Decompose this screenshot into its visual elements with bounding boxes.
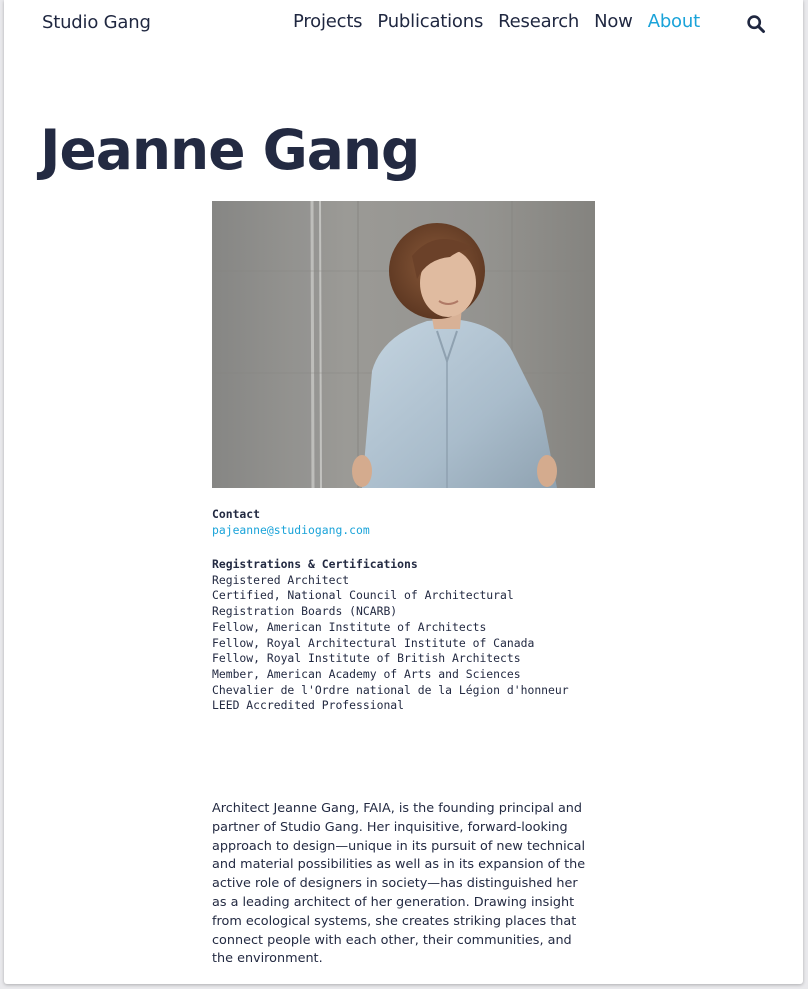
nav-item-research[interactable]: Research — [498, 11, 580, 32]
contact-section — [212, 507, 632, 538]
nav-item-projects[interactable]: Projects — [293, 11, 363, 32]
contact-label: Contact — [212, 507, 261, 521]
certification-item: Registration Boards (NCARB) — [212, 604, 398, 619]
certifications-label: Registrations & Certifications — [212, 557, 418, 571]
certification-item: Certified, National Council of Architectural — [212, 588, 514, 603]
search-icon[interactable] — [746, 14, 766, 34]
certification-item: Registered Architect — [212, 572, 350, 587]
certification-item: Chevalier de l'Ordre national de la Légion d'honneur — [212, 682, 569, 697]
certification-item: Member, American Academy of Arts and Sciences — [212, 666, 521, 681]
contact-email-link[interactable]: pajeanne@studiogang.com — [212, 522, 370, 537]
nav-item-publications[interactable]: Publications — [377, 11, 484, 32]
bio-paragraph: Architect Jeanne Gang, FAIA, is the founding principal and partner of Studio Gang. Her inquisitive, forward-looking approach to design—unique in its pursuit of new technical and material possibilities as well as in its expansion of the active role of designers in society—has distinguished her as a leading architect of her generation. Drawing insight from ecological systems, she creates striking places that connect people with each other, their communities, and the environment. — [212, 801, 586, 967]
nav-item-about[interactable]: About — [647, 11, 700, 32]
certification-item: LEED Accredited Professional — [212, 698, 405, 713]
brand-logo-link[interactable]: Studio Gang — [42, 12, 151, 33]
certification-item: Fellow, Royal Institute of British Architects — [212, 651, 521, 666]
certification-item: Fellow, Royal Architectural Institute of Canada — [212, 635, 535, 650]
main-nav — [293, 11, 700, 32]
page-title: Jeanne Gang — [40, 118, 420, 182]
certifications-section — [212, 557, 632, 714]
portrait-photo — [212, 201, 595, 488]
certification-item: Fellow, American Institute of Architects — [212, 619, 487, 634]
nav-item-now[interactable]: Now — [594, 11, 633, 32]
